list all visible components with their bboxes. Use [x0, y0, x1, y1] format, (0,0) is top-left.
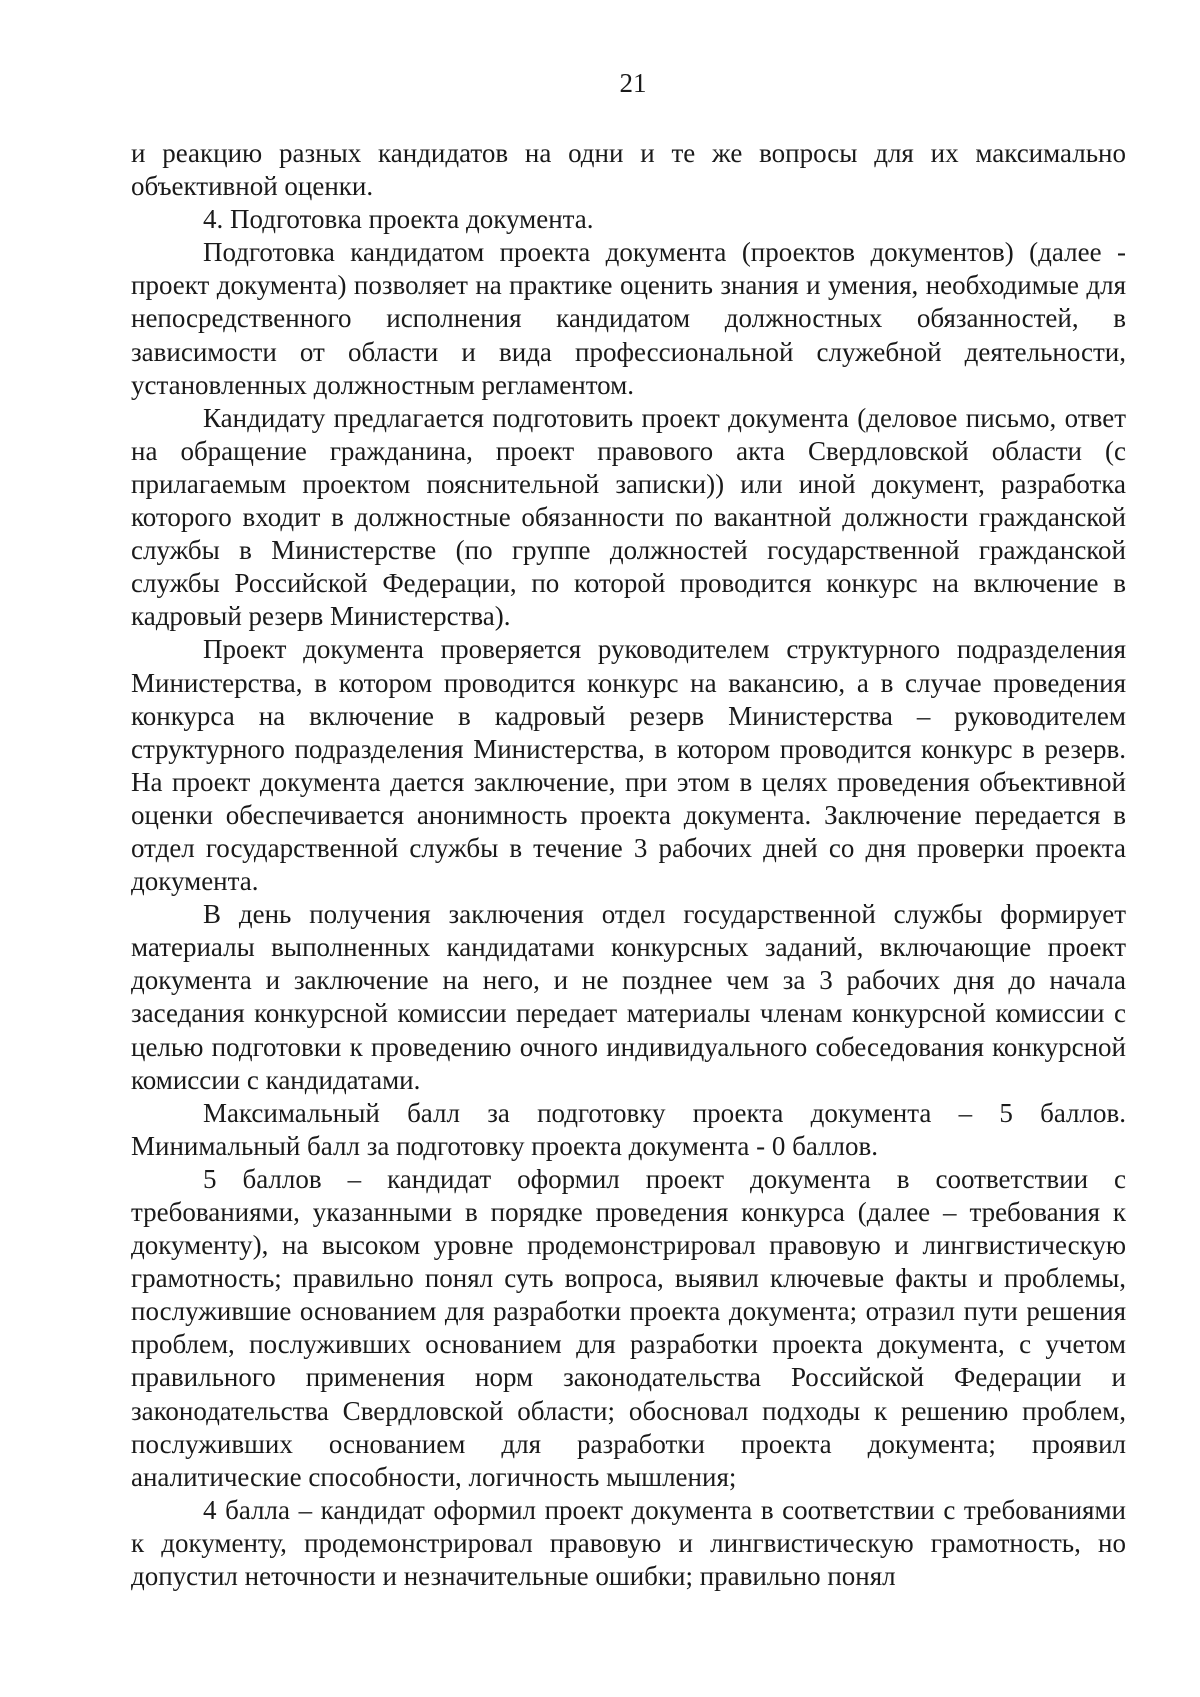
- document-body: [131, 137, 1126, 1593]
- paragraph: Максимальный балл за подготовку проекта документа – 5 баллов. Минимальный балл за подготовку проекта документа - 0 баллов.: [131, 1097, 1126, 1161]
- paragraph: В день получения заключения отдел государственной службы формирует материалы выполненных кандидатами конкурсных заданий, включающие проект документа и заключение на него, и не позднее чем за 3 рабочих дня до начала заседания конкурсной комиссии передает материалы членам конкурсной комиссии с целью подготовки к проведению очного индивидуального собеседования конкурсной комиссии с кандидатами.: [131, 899, 1126, 1095]
- paragraph: 4 балла – кандидат оформил проект документа в соответствии с требованиями к документу, продемонстрировал правовую и лингвистическую грамотность, но допустил неточности и незначительные ошибки; правильно понял: [131, 1494, 1126, 1592]
- paragraph: и реакцию разных кандидатов на одни и те же вопросы для их максимально объективной оценки.: [131, 138, 1126, 202]
- page-number: 21: [619, 68, 647, 98]
- paragraph: Кандидату предлагается подготовить проект документа (деловое письмо, ответ на обращение гражданина, проект правового акта Свердловской области (с прилагаемым проектом пояснительной записки)) или иной документ, разработка которого входит в должностные обязанности по вакантной должности гражданской службы в Министерстве (по группе должностей государственной гражданской службы Российской Федерации, по которой проводится конкурс на включение в кадровый резерв Министерства).: [131, 402, 1126, 632]
- section-heading: 4. Подготовка проекта документа.: [203, 204, 594, 235]
- paragraph: Проект документа проверяется руководителем структурного подразделения Министерства, в котором проводится конкурс на вакансию, а в случае проведения конкурса на включение в кадровый резерв Министерства – руководителем структурного подразделения Министерства, в котором проводится конкурс в резерв. На проект документа дается заключение, при этом в целях проведения объективной оценки обеспечивается анонимность проекта документа. Заключение передается в отдел государственной службы в течение 3 рабочих дней со дня проверки проекта документа.: [131, 634, 1126, 897]
- paragraph: 5 баллов – кандидат оформил проект документа в соответствии с требованиями, указанными в порядке проведения конкурса (далее – требования к документу), на высоком уровне продемонстрировал правовую и лингвистическую грамотность; правильно понял суть вопроса, выявил ключевые факты и проблемы, послужившие основанием для разработки проекта документа; отразил пути решения проблем, послуживших основанием для разработки проекта документа, с учетом правильного применения норм законодательства Российской Федерации и законодательства Свердловской области; обосновал подходы к решению проблем, послуживших основанием для разработки проекта документа; проявил аналитические способности, логичность мышления;: [131, 1163, 1126, 1492]
- paragraph: Подготовка кандидатом проекта документа (проектов документов) (далее - проект документа) позволяет на практике оценить знания и умения, необходимые для непосредственного исполнения кандидатом должностных обязанностей, в зависимости от области и вида профессиональной служебной деятельности, установленных должностным регламентом.: [131, 237, 1126, 400]
